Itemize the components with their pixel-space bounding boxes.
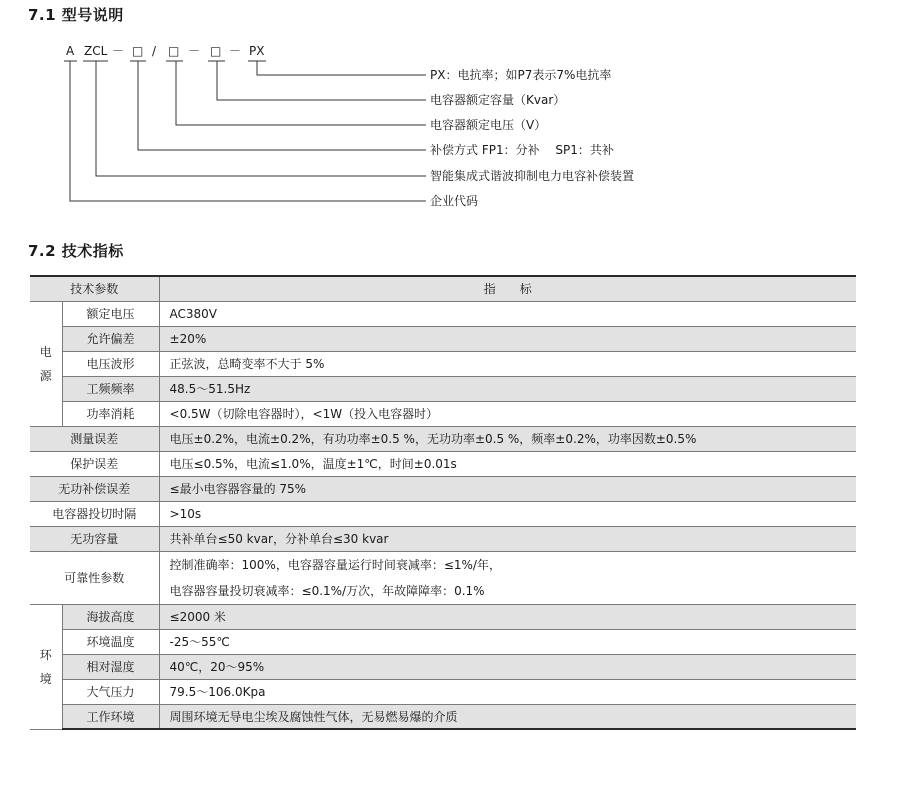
param-name: 测量误差 — [30, 426, 159, 451]
table-row — [30, 376, 856, 401]
code-token-slash: / — [152, 44, 157, 58]
param-value: 79.5～106.0Kpa — [159, 679, 856, 704]
reliability-line-2: 电容器容量投切衰减率：≤0.1%/万次，年故障障率：0.1% — [169, 583, 485, 598]
param-value: 共补单台≤50 kvar，分补单台≤30 kvar — [159, 526, 856, 551]
desc-px: PX：电抗率；如P7表示7%电抗率 — [430, 68, 612, 82]
code-token-dash2: － — [188, 44, 201, 58]
param-name: 相对湿度 — [62, 654, 159, 679]
model-code-diagram — [0, 0, 898, 230]
param-value: 周围环境无导电尘埃及腐蚀性气体，无易燃易爆的介质 — [159, 704, 856, 729]
table-row — [30, 654, 856, 679]
header-param: 技术参数 — [30, 276, 159, 301]
code-token-dash1: － — [112, 44, 125, 58]
param-name: 功率消耗 — [62, 401, 159, 426]
desc-voltage: 电容器额定电压（V） — [430, 118, 547, 132]
desc-device: 智能集成式谐波抑制电力电容补偿装置 — [430, 169, 635, 183]
param-value — [159, 551, 856, 604]
code-token-box2: □ — [168, 44, 180, 58]
table-row — [30, 704, 856, 729]
table-row-reliability — [30, 551, 856, 604]
param-value: ±20% — [159, 326, 856, 351]
spec-table — [30, 275, 856, 730]
table-row — [30, 301, 856, 326]
section-title-model: 7.1 型号说明 — [28, 6, 124, 24]
table-row — [30, 629, 856, 654]
param-name: 无功容量 — [30, 526, 159, 551]
desc-capacity: 电容器额定容量（Kvar） — [430, 93, 566, 107]
param-value: -25～55℃ — [159, 629, 856, 654]
code-token-zcl: ZCL — [84, 44, 108, 58]
param-value: ≤最小电容器容量的 75% — [159, 476, 856, 501]
desc-company: 企业代码 — [430, 194, 479, 208]
section-title-spec: 7.2 技术指标 — [28, 242, 124, 260]
group-label-env: 环 境 — [30, 604, 62, 729]
code-token-box1: □ — [132, 44, 144, 58]
table-row — [30, 679, 856, 704]
table-row — [30, 351, 856, 376]
table-row — [30, 476, 856, 501]
table-row — [30, 604, 856, 629]
group-label-power: 电 源 — [30, 301, 62, 426]
param-name: 额定电压 — [62, 301, 159, 326]
table-row — [30, 526, 856, 551]
param-name: 电压波形 — [62, 351, 159, 376]
param-name: 海拔高度 — [62, 604, 159, 629]
param-name: 大气压力 — [62, 679, 159, 704]
desc-compensation: 补偿方式 FP1：分补 SP1：共补 — [430, 143, 614, 157]
header-indicator: 指 标 — [159, 276, 856, 301]
table-row — [30, 426, 856, 451]
param-value: AC380V — [159, 301, 856, 326]
param-name: 环境温度 — [62, 629, 159, 654]
param-name: 保护误差 — [30, 451, 159, 476]
param-value: 电压±0.2%，电流±0.2%，有功功率±0.5 %，无功功率±0.5 %，频率±0.2%，功率因数±0.5% — [159, 426, 856, 451]
code-token-dash3: － — [229, 44, 242, 58]
table-row — [30, 401, 856, 426]
param-value: 正弦波，总畸变率不大于 5% — [159, 351, 856, 376]
param-value: 电压≤0.5%，电流≤1.0%，温度±1℃，时间±0.01s — [159, 451, 856, 476]
param-name: 电容器投切时隔 — [30, 501, 159, 526]
code-token-a: A — [66, 44, 75, 58]
param-name: 工作环境 — [62, 704, 159, 729]
param-value: ≤2000 米 — [159, 604, 856, 629]
param-name: 工频频率 — [62, 376, 159, 401]
param-value: <0.5W（切除电容器时），<1W（投入电容器时） — [159, 401, 856, 426]
table-row — [30, 451, 856, 476]
table-row — [30, 501, 856, 526]
table-header-row — [30, 276, 856, 301]
code-token-px: PX — [249, 44, 265, 58]
param-name: 无功补偿误差 — [30, 476, 159, 501]
param-value: 48.5～51.5Hz — [159, 376, 856, 401]
param-name: 允许偏差 — [62, 326, 159, 351]
table-row — [30, 326, 856, 351]
code-token-box3: □ — [210, 44, 222, 58]
reliability-line-1: 控制准确率：100%，电容器容量运行时间衰减率：≤1%/年， — [169, 557, 501, 572]
param-value: >10s — [159, 501, 856, 526]
param-value: 40℃，20～95% — [159, 654, 856, 679]
param-name: 可靠性参数 — [30, 551, 159, 604]
